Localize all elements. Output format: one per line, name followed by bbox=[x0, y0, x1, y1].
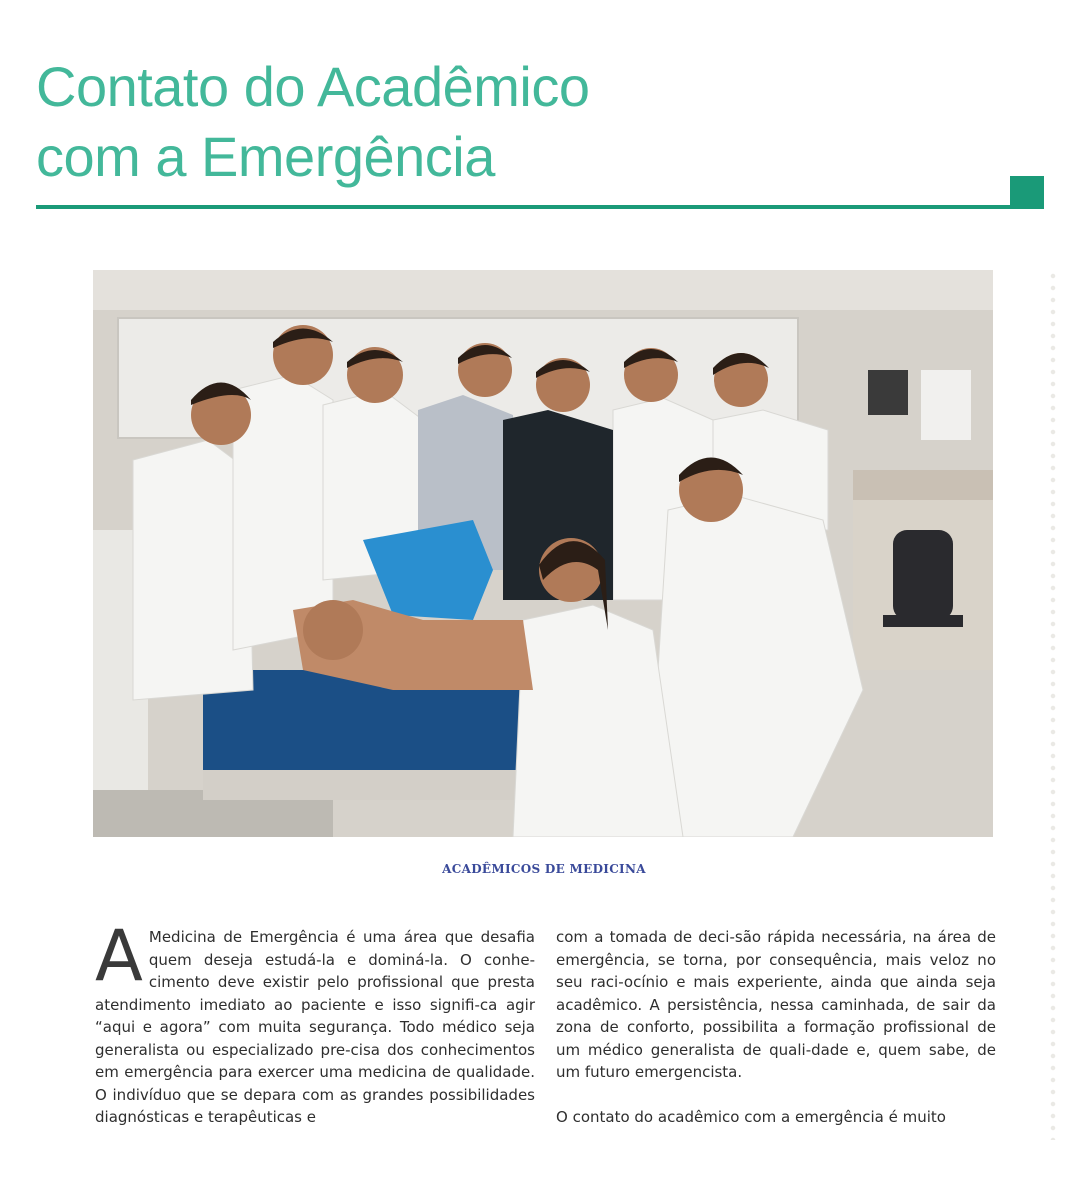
article-column-left bbox=[95, 915, 535, 1129]
article-paragraph-3: O contato do acadêmico com a emergência é muito bbox=[556, 1107, 946, 1126]
group-photo bbox=[93, 270, 993, 837]
article-title bbox=[36, 52, 936, 192]
article-column-right bbox=[556, 926, 996, 1128]
photo-caption: ACADÊMICOS DE MEDICINA bbox=[442, 862, 646, 876]
article-text-left: Medicina de Emergência é uma área que desafia quem deseja estudá-la e dominá-la. O conhe-cimento deve existir pelo profissional que presta atendimento imediato ao paciente e isso signifi-ca agir “aqui e agora” com muita segurança. Todo médico seja generalista ou especializado pre-cisa dos conhecimentos em emergência para exercer uma medicina de qualidade. O indivíduo que se depara com as grandes possibilidades diagnósticas e terapêuticas e bbox=[95, 928, 535, 1126]
article-paragraph-2: com a tomada de deci-são rápida necessária, na área de emergência, se torna, por consequência, mais veloz no seu raci-ocínio e mais experiente, ainda que ainda seja acadêmico. A persistência, nessa caminhada, de sair da zona de conforto, possibilita a formação profissional de um médico generalista de quali-dade e, quem sabe, de um futuro emergencista. bbox=[556, 928, 996, 1081]
group-photo-illustration bbox=[93, 270, 993, 837]
article-paragraph-1 bbox=[95, 915, 535, 1129]
margin-dot-pattern bbox=[1046, 270, 1064, 1140]
title-divider bbox=[36, 205, 1010, 209]
title-divider-square bbox=[1010, 176, 1044, 209]
title-line-2: com a Emergência bbox=[36, 125, 495, 188]
drop-cap: A bbox=[95, 915, 143, 997]
title-line-1: Contato do Acadêmico bbox=[36, 55, 590, 118]
